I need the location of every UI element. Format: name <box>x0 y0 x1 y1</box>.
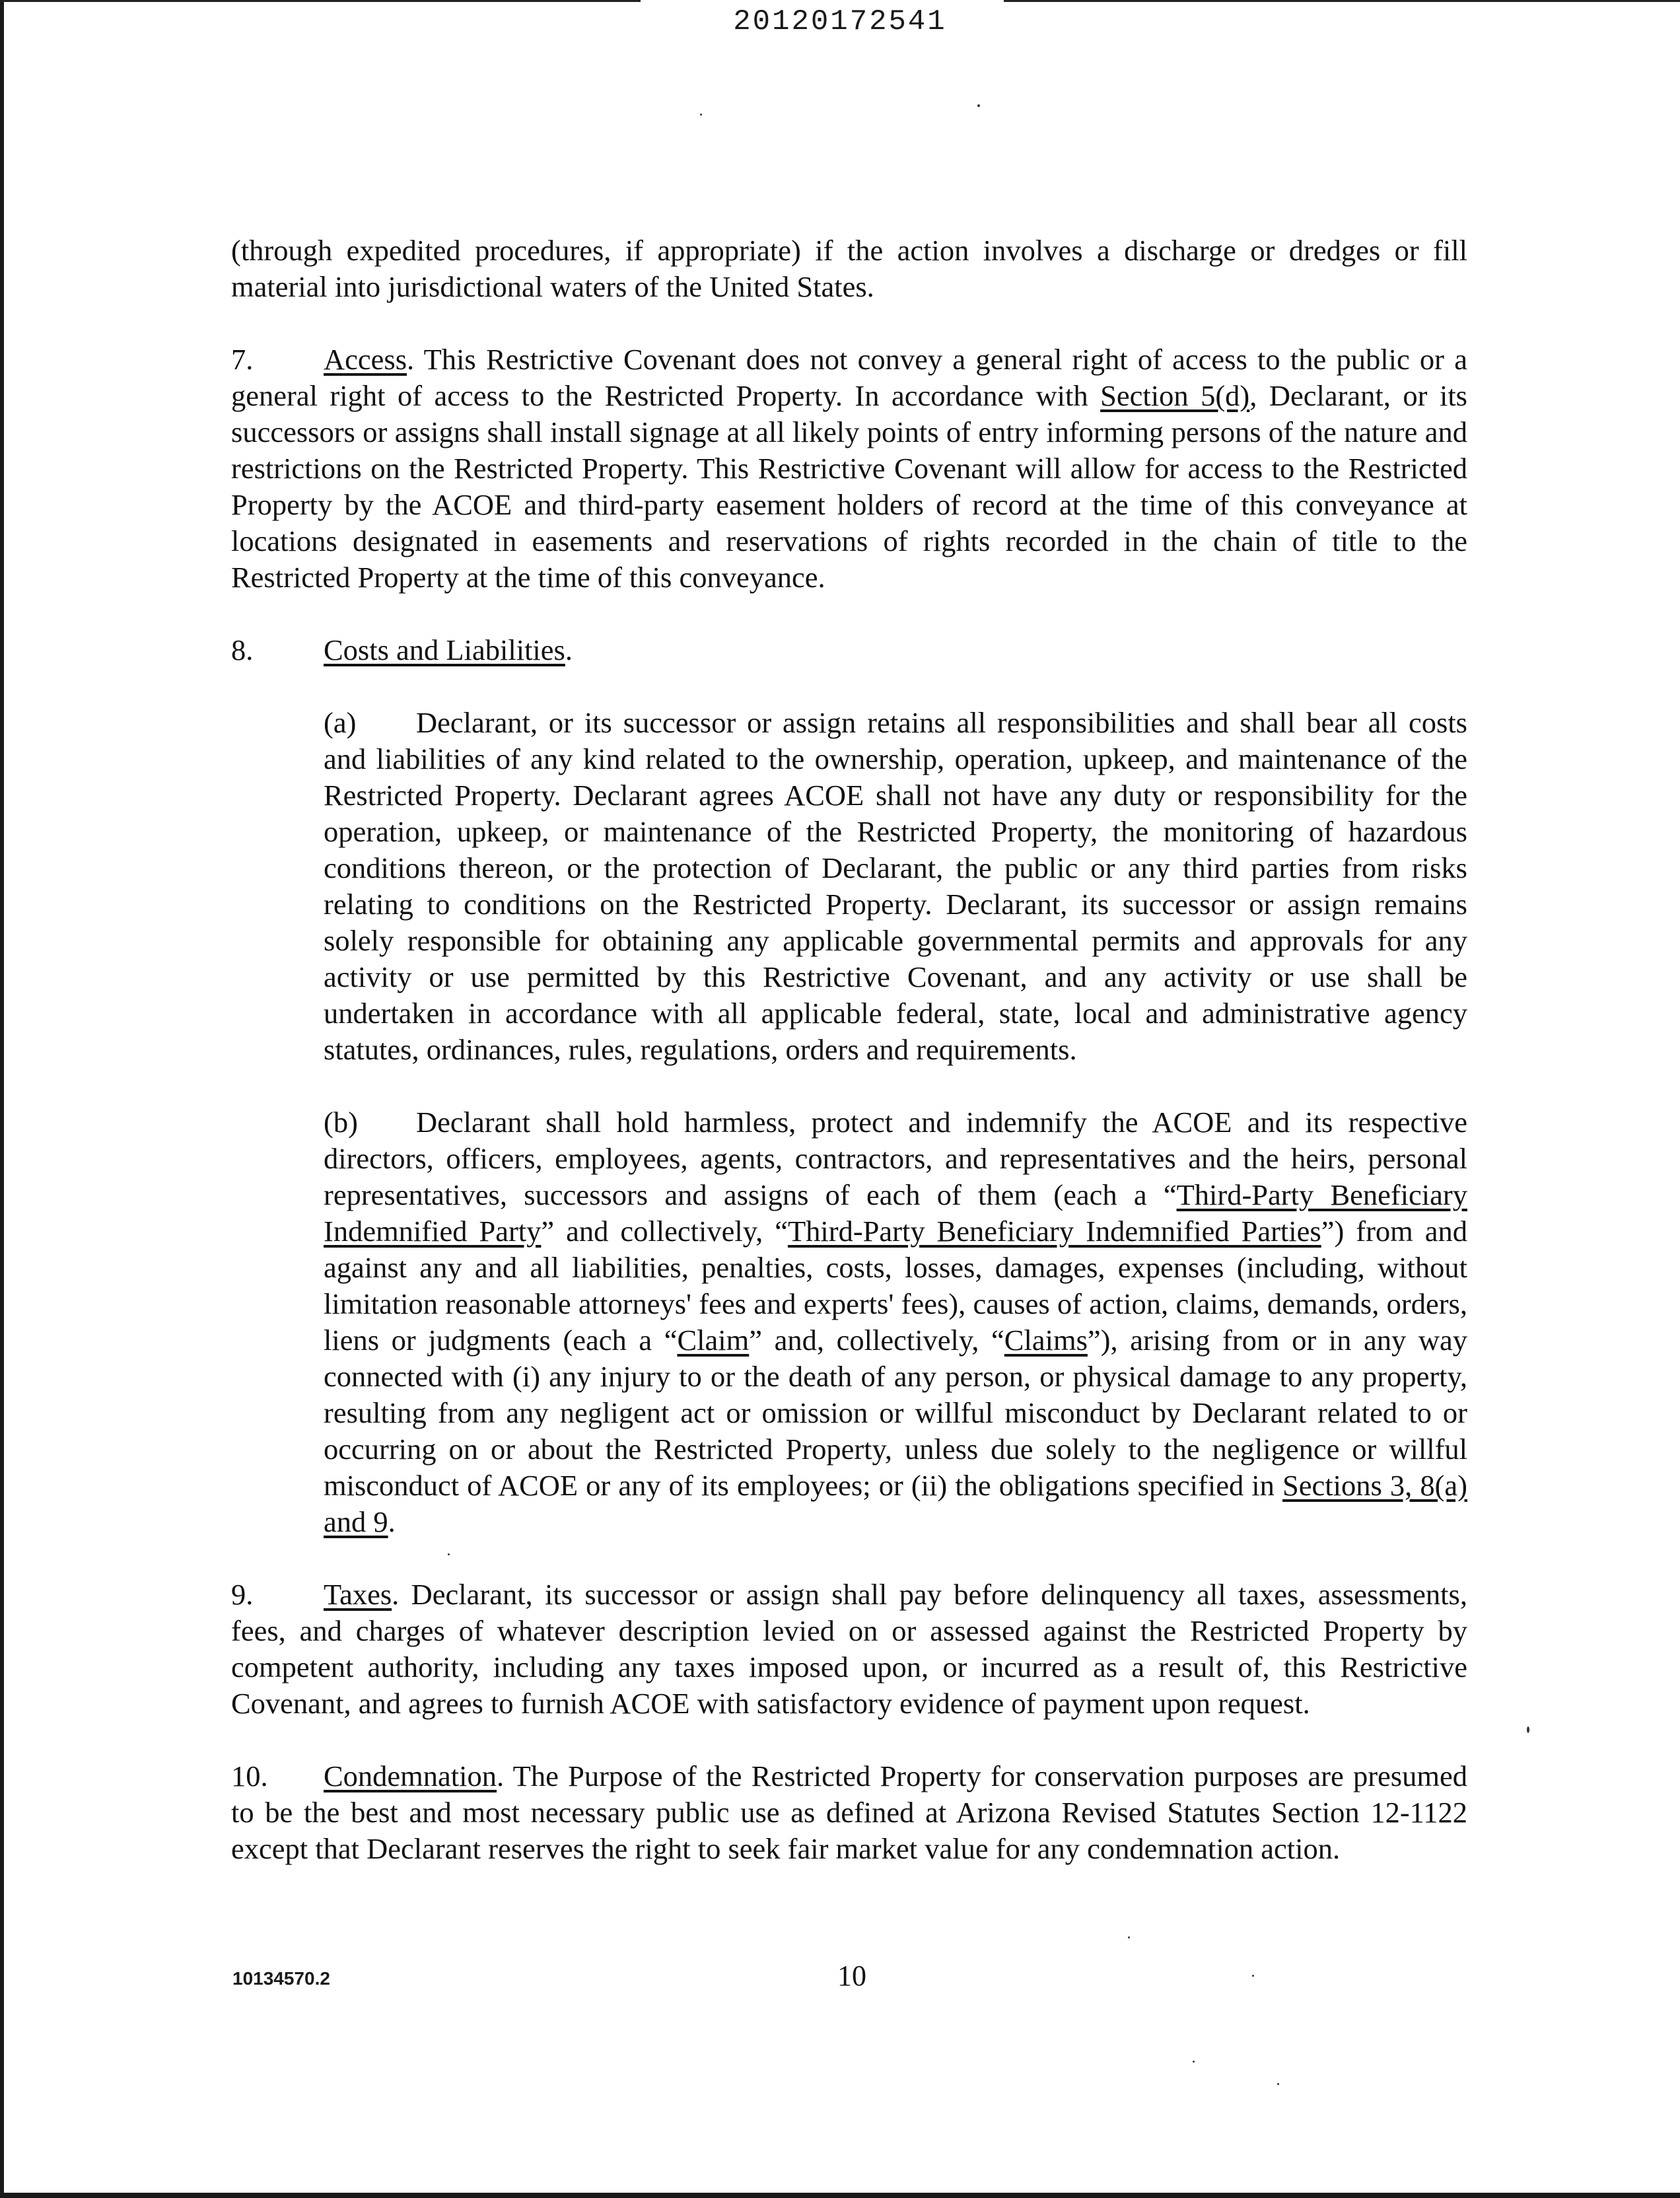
section-reference: Sections 3, 8(a) and 9 <box>324 1469 1467 1538</box>
section-text: , Declarant, or its successors or assigns shall install signage at all likely points of entry informing persons of the nature and restrictions on the Restricted Property. This Restrictive Covenant will allow for access to the Restricted Property by the ACOE and third-party easement holders of record at the time of this conveyance at locations designated in easements and reservations of rights recorded in the chain of title to the Restricted Property at the time of this conveyance. <box>231 379 1467 594</box>
section-text: . The Purpose of the Restricted Property for conservation purposes are presumed to be the best and most necessary public use as defined at Arizona Revised Statutes Section 12-1122 except that Declarant reserves the right to seek fair market value for any condemnation action. <box>231 1759 1467 1865</box>
section-text: . <box>565 633 573 666</box>
intro-paragraph: (through expedited procedures, if appropriate) if the action involves a discharge or dredges or fill material into jurisdictional waters of the United States. <box>231 234 1467 303</box>
subsection-label: (a) <box>324 706 357 739</box>
section-text: . This Restrictive Covenant does not convey a general right of access to the public or a general right of access to the Restricted Property. In accordance with <box>231 343 1467 412</box>
subsection-text: ” and, collectively, “ <box>749 1324 1004 1357</box>
subsection-8a <box>231 705 1467 1068</box>
subsection-text: . <box>388 1505 396 1538</box>
recording-number: 20120172541 <box>733 5 947 38</box>
defined-term: Third-Party Beneficiary Indemnified Parties <box>787 1215 1321 1248</box>
scan-border-left <box>0 0 4 2198</box>
defined-term: Claim <box>677 1324 750 1357</box>
section-10 <box>231 1758 1467 1867</box>
section-number: 7. <box>231 343 254 376</box>
subsection-text: Declarant shall hold harmless, protect and indemnify the ACOE and its respective directors, officers, employees, agents, contractors, and representatives and the heirs, personal representatives, successors and assigns of each of them (each a “ <box>324 1106 1467 1211</box>
section-7 <box>231 341 1467 596</box>
section-title: Taxes <box>324 1578 392 1611</box>
scan-speck <box>1527 1726 1529 1733</box>
scan-speck <box>1128 1936 1130 1938</box>
section-title: Costs and Liabilities <box>324 633 565 666</box>
page-number: 10 <box>837 1960 866 1992</box>
scan-top-line-left <box>0 0 641 2</box>
defined-term: Third-Party Beneficiary Indemnified Party <box>324 1178 1467 1248</box>
section-number: 8. <box>231 633 254 666</box>
subsection-text: ” and collectively, “ <box>541 1215 788 1248</box>
subsection-label: (b) <box>324 1106 358 1139</box>
section-number: 9. <box>231 1578 254 1611</box>
scan-border-bottom <box>0 2193 1680 2198</box>
section-9 <box>231 1577 1467 1722</box>
subsection-text: ”) from and against any and all liabilities, penalties, costs, losses, damages, expenses (including, without limitation reasonable attorneys' fees and experts' fees), causes of action, claims, demands, orders, liens or judgments (each a “ <box>324 1215 1468 1357</box>
section-title: Condemnation <box>324 1759 497 1792</box>
scan-speck <box>448 1553 450 1555</box>
subsection-8b <box>231 1104 1467 1540</box>
scan-speck <box>1277 2083 1279 2085</box>
section-reference: Section 5(d) <box>1100 379 1250 412</box>
defined-term: Claims <box>1004 1324 1088 1357</box>
scan-speck <box>977 104 980 107</box>
scan-speck <box>700 114 702 116</box>
scan-speck <box>1252 1975 1254 1977</box>
section-title: Access <box>324 343 407 376</box>
scan-speck <box>1193 2061 1195 2063</box>
document-body <box>231 232 1467 1903</box>
section-text: . Declarant, its successor or assign shall pay before delinquency all taxes, assessments, fees, and charges of whatever description levied on or assessed against the Restricted Property by competent authority, including any taxes imposed upon, or incurred as a result of, this Restrictive Covenant, and agrees to furnish ACOE with satisfactory evidence of payment upon request. <box>231 1578 1467 1720</box>
subsection-text: Declarant, or its successor or assign retains all responsibilities and shall bear all costs and liabilities of any kind related to the ownership, operation, upkeep, and maintenance of the Restricted Property. Declarant agrees ACOE shall not have any duty or responsibility for the operation, upkeep, or maintenance of the Restricted Property, the monitoring of hazardous conditions thereon, or the protection of Declarant, the public or any third parties from risks relating to conditions on the Restricted Property. Declarant, its successor or assign remains solely responsible for obtaining any applicable governmental permits and approvals for any activity or use permitted by this Restrictive Covenant, and any activity or use shall be undertaken in accordance with all applicable federal, state, local and administrative agency statutes, ordinances, rules, regulations, orders and requirements. <box>324 706 1467 1066</box>
section-8-heading <box>231 632 1467 668</box>
scan-top-line-right <box>1004 0 1680 2</box>
document-id: 10134570.2 <box>232 1968 330 1989</box>
section-number: 10. <box>231 1759 268 1792</box>
subsection-text: ”), arising from or in any way connected with (i) any injury to or the death of any person, or physical damage to any property, resulting from any negligent act or omission or willful misconduct by Declarant related to or occurring on or about the Restricted Property, unless due solely to the negligence or willful misconduct of ACOE or any of its employees; or (ii) the obligations specified in <box>324 1324 1467 1502</box>
